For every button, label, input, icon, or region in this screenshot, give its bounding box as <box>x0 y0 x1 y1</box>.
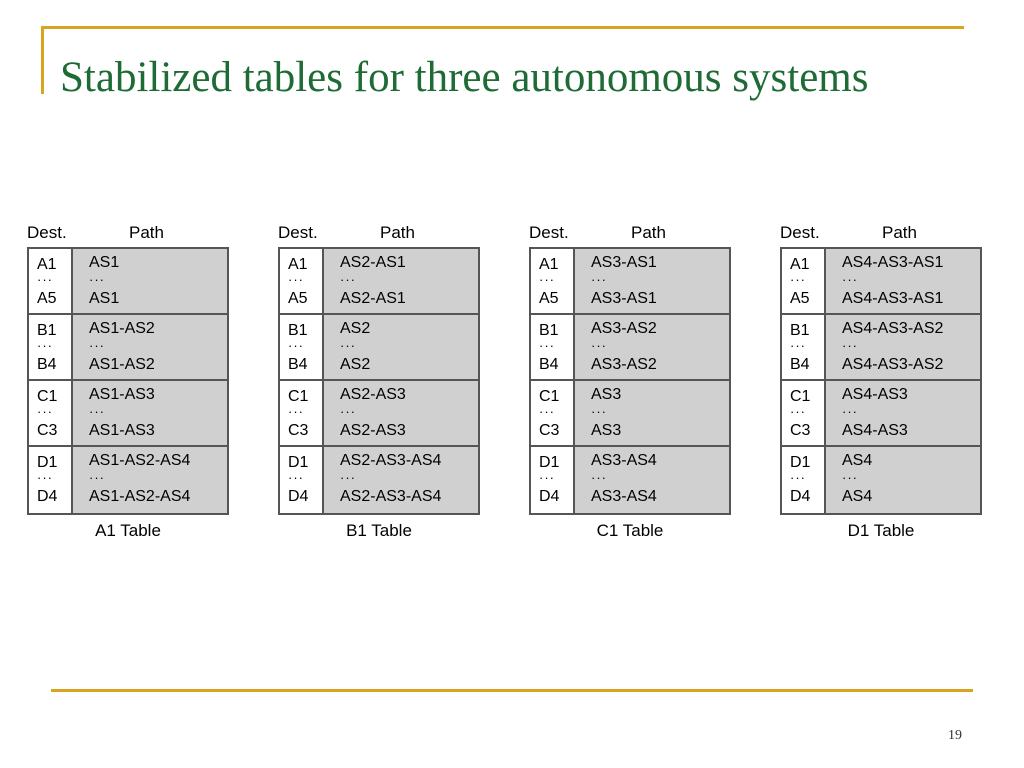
path-ellipsis: ··· <box>340 404 356 419</box>
routing-table <box>27 222 233 552</box>
dest-last: B4 <box>288 356 308 373</box>
path-cell <box>73 447 227 513</box>
path-first: AS3 <box>591 386 622 403</box>
dest-last: D4 <box>539 488 560 505</box>
path-cell <box>826 249 980 313</box>
dest-last: B4 <box>37 356 57 373</box>
path-last: AS4 <box>842 488 873 505</box>
path-ellipsis: ··· <box>842 272 858 287</box>
dest-first: B1 <box>37 322 57 339</box>
path-first: AS2-AS1 <box>340 254 406 271</box>
path-ellipsis: ··· <box>340 470 356 485</box>
path-column-header: Path <box>631 223 666 242</box>
dest-cell <box>531 315 575 379</box>
path-last: AS3 <box>591 422 622 439</box>
dest-last: A5 <box>288 290 308 307</box>
table-row-group <box>280 447 478 513</box>
table-caption: D1 Table <box>847 521 915 540</box>
path-cell <box>73 381 227 445</box>
dest-ellipsis: ··· <box>790 470 806 485</box>
table-body <box>27 247 229 515</box>
dest-first: C1 <box>37 388 58 405</box>
dest-first: D1 <box>790 454 811 471</box>
dest-first: B1 <box>288 322 308 339</box>
dest-first: C1 <box>539 388 560 405</box>
path-column-header: Path <box>380 223 415 242</box>
path-last: AS2-AS1 <box>340 290 406 307</box>
path-cell <box>324 447 478 513</box>
path-first: AS4 <box>842 452 873 469</box>
dest-ellipsis: ··· <box>288 272 304 287</box>
dest-ellipsis: ··· <box>37 470 53 485</box>
dest-column-header: Dest. <box>27 223 67 242</box>
path-last: AS1-AS2-AS4 <box>89 488 191 505</box>
path-last: AS2 <box>340 356 371 373</box>
path-cell <box>575 447 729 513</box>
path-ellipsis: ··· <box>842 404 858 419</box>
path-first: AS1-AS2 <box>89 320 155 337</box>
table-row-group <box>29 447 227 513</box>
dest-ellipsis: ··· <box>37 338 53 353</box>
dest-ellipsis: ··· <box>288 470 304 485</box>
path-ellipsis: ··· <box>89 272 105 287</box>
dest-cell <box>29 315 73 379</box>
dest-last: A5 <box>539 290 559 307</box>
dest-ellipsis: ··· <box>539 404 555 419</box>
routing-table <box>529 222 735 552</box>
table-row-group <box>531 447 729 513</box>
table-row-group <box>280 249 478 315</box>
dest-first: A1 <box>539 256 559 273</box>
path-cell <box>73 315 227 379</box>
routing-table <box>780 222 986 552</box>
dest-cell <box>782 447 826 513</box>
dest-cell <box>531 381 575 445</box>
path-column-header: Path <box>882 223 917 242</box>
dest-last: D4 <box>288 488 309 505</box>
path-first: AS2 <box>340 320 371 337</box>
table-body <box>529 247 731 515</box>
dest-last: C3 <box>288 422 309 439</box>
dest-ellipsis: ··· <box>539 338 555 353</box>
dest-first: A1 <box>288 256 308 273</box>
path-cell <box>575 315 729 379</box>
dest-last: C3 <box>37 422 58 439</box>
path-cell <box>575 249 729 313</box>
table-body <box>278 247 480 515</box>
dest-last: A5 <box>37 290 57 307</box>
dest-ellipsis: ··· <box>37 404 53 419</box>
dest-column-header: Dest. <box>529 223 569 242</box>
path-cell <box>575 381 729 445</box>
path-ellipsis: ··· <box>89 404 105 419</box>
path-cell <box>826 447 980 513</box>
path-ellipsis: ··· <box>842 338 858 353</box>
path-ellipsis: ··· <box>591 470 607 485</box>
dest-last: D4 <box>790 488 811 505</box>
dest-ellipsis: ··· <box>288 338 304 353</box>
table-row-group <box>782 447 980 513</box>
dest-first: D1 <box>539 454 560 471</box>
dest-last: D4 <box>37 488 58 505</box>
path-last: AS4-AS3 <box>842 422 908 439</box>
path-first: AS4-AS3-AS2 <box>842 320 944 337</box>
dest-column-header: Dest. <box>780 223 820 242</box>
path-last: AS2-AS3-AS4 <box>340 488 442 505</box>
page-number: 19 <box>948 728 962 743</box>
table-caption: B1 Table <box>346 521 412 540</box>
table-row-group <box>29 315 227 381</box>
dest-cell <box>280 249 324 313</box>
path-ellipsis: ··· <box>591 404 607 419</box>
dest-ellipsis: ··· <box>288 404 304 419</box>
table-body <box>780 247 982 515</box>
dest-ellipsis: ··· <box>37 272 53 287</box>
path-ellipsis: ··· <box>842 470 858 485</box>
dest-column-header: Dest. <box>278 223 318 242</box>
path-last: AS1 <box>89 290 120 307</box>
path-last: AS2-AS3 <box>340 422 406 439</box>
path-cell <box>826 315 980 379</box>
path-first: AS3-AS1 <box>591 254 657 271</box>
dest-ellipsis: ··· <box>790 272 806 287</box>
path-first: AS2-AS3 <box>340 386 406 403</box>
table-row-group <box>280 315 478 381</box>
path-first: AS4-AS3 <box>842 386 908 403</box>
path-last: AS3-AS1 <box>591 290 657 307</box>
dest-cell <box>782 381 826 445</box>
path-last: AS4-AS3-AS2 <box>842 356 944 373</box>
path-first: AS1-AS2-AS4 <box>89 452 191 469</box>
table-row-group <box>531 315 729 381</box>
dest-cell <box>280 381 324 445</box>
dest-first: D1 <box>37 454 58 471</box>
dest-last: A5 <box>790 290 810 307</box>
dest-cell <box>29 447 73 513</box>
slide-title: Stabilized tables for three autonomous systems <box>60 54 869 101</box>
path-first: AS3-AS2 <box>591 320 657 337</box>
dest-first: A1 <box>37 256 57 273</box>
path-ellipsis: ··· <box>340 338 356 353</box>
table-caption: A1 Table <box>95 521 161 540</box>
dest-cell <box>280 447 324 513</box>
path-ellipsis: ··· <box>340 272 356 287</box>
path-first: AS2-AS3-AS4 <box>340 452 442 469</box>
table-row-group <box>782 381 980 447</box>
table-row-group <box>531 249 729 315</box>
dest-first: D1 <box>288 454 309 471</box>
dest-last: C3 <box>539 422 560 439</box>
path-ellipsis: ··· <box>89 470 105 485</box>
path-first: AS3-AS4 <box>591 452 657 469</box>
dest-cell <box>782 249 826 313</box>
table-row-group <box>29 249 227 315</box>
dest-ellipsis: ··· <box>790 338 806 353</box>
dest-last: B4 <box>539 356 559 373</box>
path-first: AS4-AS3-AS1 <box>842 254 944 271</box>
dest-last: B4 <box>790 356 810 373</box>
dest-first: B1 <box>790 322 810 339</box>
slide-frame-top-rule <box>41 26 964 29</box>
dest-last: C3 <box>790 422 811 439</box>
path-cell <box>324 315 478 379</box>
path-cell <box>324 381 478 445</box>
dest-first: C1 <box>288 388 309 405</box>
path-cell <box>324 249 478 313</box>
table-row-group <box>280 381 478 447</box>
routing-table <box>278 222 484 552</box>
dest-cell <box>29 249 73 313</box>
dest-ellipsis: ··· <box>539 470 555 485</box>
path-first: AS1 <box>89 254 120 271</box>
dest-cell <box>29 381 73 445</box>
path-last: AS3-AS4 <box>591 488 657 505</box>
path-last: AS4-AS3-AS1 <box>842 290 944 307</box>
path-ellipsis: ··· <box>591 338 607 353</box>
table-row-group <box>782 249 980 315</box>
path-last: AS1-AS2 <box>89 356 155 373</box>
dest-first: A1 <box>790 256 810 273</box>
table-row-group <box>531 381 729 447</box>
path-cell <box>73 249 227 313</box>
dest-ellipsis: ··· <box>539 272 555 287</box>
path-last: AS3-AS2 <box>591 356 657 373</box>
dest-first: B1 <box>539 322 559 339</box>
slide-footer-rule <box>51 689 973 692</box>
path-last: AS1-AS3 <box>89 422 155 439</box>
dest-cell <box>531 249 575 313</box>
path-ellipsis: ··· <box>89 338 105 353</box>
dest-ellipsis: ··· <box>790 404 806 419</box>
dest-cell <box>280 315 324 379</box>
dest-cell <box>782 315 826 379</box>
slide-frame-left-rule <box>41 26 44 94</box>
table-row-group <box>29 381 227 447</box>
table-caption: C1 Table <box>596 521 664 540</box>
dest-first: C1 <box>790 388 811 405</box>
path-cell <box>826 381 980 445</box>
dest-cell <box>531 447 575 513</box>
path-first: AS1-AS3 <box>89 386 155 403</box>
table-row-group <box>782 315 980 381</box>
path-ellipsis: ··· <box>591 272 607 287</box>
path-column-header: Path <box>129 223 164 242</box>
